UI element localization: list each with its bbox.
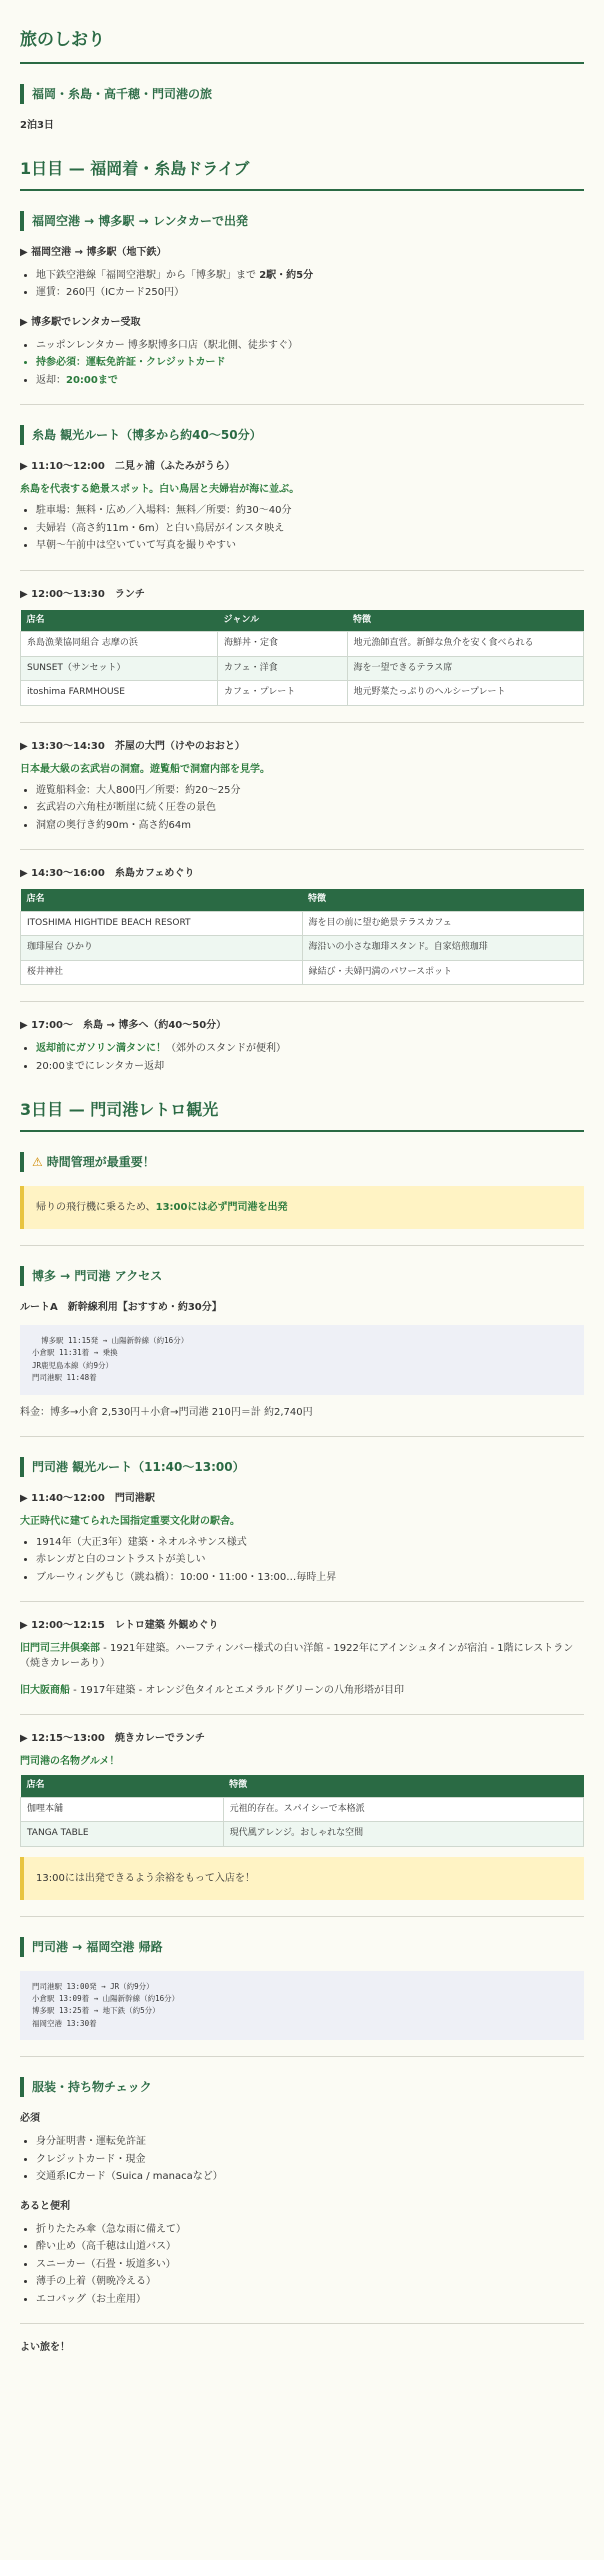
table-row: 伽哩本舗 元祖的存在。スパイシーで本格派: [21, 1797, 584, 1822]
station-subheading: ▶ 11:40〜12:00 門司港駅: [20, 1492, 155, 1504]
divider: [20, 2056, 584, 2057]
list-item: • 地下鉄空港線「福岡空港駅」から「博多駅」まで 2駅・約5分: [36, 268, 584, 284]
table-header: ジャンル: [218, 610, 347, 632]
curry-warning-box: 13:00には出発できるよう余裕をもって入店を！: [20, 1857, 584, 1900]
route-a-timetable: 博多駅 11:15発 → 山陽新幹線（約16分） 小倉駅 11:31着 → 乗換 JR鹿児島本線（約9分） 門司港駅 11:48着: [20, 1325, 584, 1395]
warning-icon: ⚠: [32, 1155, 43, 1169]
table-header: 特徴: [347, 610, 583, 632]
return-list: [20, 1041, 584, 1074]
list-item: • 返却前にガソリン満タンに！（郊外のスタンドが便利）: [36, 1041, 584, 1057]
list-item: • クレジットカード・現金: [36, 2152, 584, 2168]
list-item: • スニーカー（石畳・坂道多い）: [36, 2257, 584, 2273]
list-item: • 身分証明書・運転免許証: [36, 2134, 584, 2150]
moji-access-heading: 博多 → 門司港 アクセス: [20, 1266, 584, 1286]
curry-table: [20, 1775, 584, 1847]
table-row: ITOSHIMA HIGHTIDE BEACH RESORT 海を目の前に望む絶景テラスカフェ: [21, 911, 584, 936]
day1-heading: 1日目 — 福岡着・糸島ドライブ: [20, 157, 584, 191]
divider: [20, 722, 584, 723]
page-title: 旅のしおり: [20, 28, 584, 64]
list-item: • 交通系ICカード（Suica / manacaなど）: [36, 2169, 584, 2185]
station-list: [20, 1535, 584, 1586]
itoshima-route-heading: 糸島 観光ルート（博多から約40〜50分）: [20, 425, 584, 445]
list-item: • 返却：20:00まで: [36, 373, 584, 389]
route-a-subheading: ルートA 新幹線利用【おすすめ・約30分】: [20, 1302, 222, 1313]
table-row: 糸島漁業協同組合 志摩の浜 海鮮丼・定食 地元漁師直営。新鮮な魚介を安く食べられる: [21, 632, 584, 657]
time-warning-box: 帰りの飛行機に乗るため、13:00には必ず門司港を出発: [20, 1186, 584, 1229]
keya-subheading: ▶ 13:30〜14:30 芥屋の大門（けやのおおと）: [20, 740, 245, 752]
list-item: • 赤レンガと白のコントラストが美しい: [36, 1552, 584, 1568]
table-header: 特徴: [302, 889, 584, 911]
table-row: TANGA TABLE 現代風アレンジ。おしゃれな空間: [21, 1822, 584, 1847]
list-item: • 駐車場：無料・広め／入場料：無料／所要：約30〜40分: [36, 503, 584, 519]
futamigaura-list: [20, 503, 584, 554]
table-header: 店名: [21, 889, 303, 911]
divider: [20, 570, 584, 571]
list-item: • ニッポンレンタカー 博多駅博多口店（駅北側、徒歩すぐ）: [36, 338, 584, 354]
time-warning-heading: ⚠ 時間管理が最重要！: [20, 1152, 584, 1172]
list-item: • 早朝〜午前中は空いていて写真を撮りやすい: [36, 538, 584, 554]
divider: [20, 404, 584, 405]
nice-subheading: あると便利: [20, 2200, 70, 2212]
day1-access-heading: 福岡空港 → 博多駅 → レンタカーで出発: [20, 211, 584, 231]
return-timetable: 門司港駅 13:00発 → JR（約9分） 小倉駅 13:09着 → 山陽新幹線（約16分） 博多駅 13:25着 → 地下鉄（約5分） 福岡空港 13:30着: [20, 1971, 584, 2041]
list-item: • 玄武岩の六角柱が断崖に続く圧巻の景色: [36, 800, 584, 816]
trip-subtitle: 福岡・糸島・高千穂・門司港の旅: [20, 84, 584, 104]
keya-lead: 日本最大級の玄武岩の洞窟。遊覧船で洞窟内部を見学。: [20, 763, 270, 775]
table-row: itoshima FARMHOUSE カフェ・プレート 地元野菜たっぷりのヘルシープレート: [21, 681, 584, 706]
divider: [20, 1714, 584, 1715]
airport-subheading: ▶ 福岡空港 → 博多駅（地下鉄）: [20, 246, 167, 258]
list-item: • 酔い止め（高千穂は山道バス）: [36, 2239, 584, 2255]
divider: [20, 1916, 584, 1917]
list-item: • 1914年（大正3年）建築・ネオルネサンス様式: [36, 1535, 584, 1551]
return-subheading: ▶ 17:00〜 糸島 → 博多へ（約40〜50分）: [20, 1020, 227, 1031]
list-item: • 持参必須：運転免許証・クレジットカード: [36, 355, 584, 371]
fare-text: 料金：博多→小倉 2,530円＋小倉→門司港 210円＝計 約2,740円: [20, 1406, 313, 1418]
table-row: SUNSET（サンセット） カフェ・洋食 海を一望できるテラス席: [21, 656, 584, 681]
list-item: • 運賃：260円（ICカード250円）: [36, 285, 584, 301]
futamigaura-subheading: ▶ 11:10〜12:00 二見ヶ浦（ふたみがうら）: [20, 461, 235, 472]
return-route-heading: 門司港 → 福岡空港 帰路: [20, 1937, 584, 1957]
table-row: 珈琲屋台 ひかり 海沿いの小さな珈琲スタンド。自家焙煎珈琲: [21, 936, 584, 961]
moji-route-heading: 門司港 観光ルート（11:40〜13:00）: [20, 1457, 584, 1477]
rental-subheading: ▶ 博多駅でレンタカー受取: [20, 316, 141, 328]
trip-duration: 2泊3日: [20, 119, 54, 131]
divider: [20, 1245, 584, 1246]
list-item: • 夫婦岩（高さ約11m・6m）と白い鳥居がインスタ映え: [36, 521, 584, 537]
retro-subheading: ▶ 12:00〜12:15 レトロ建築 外観めぐり: [20, 1620, 219, 1631]
divider: [20, 1601, 584, 1602]
closing-text: よい旅を！: [20, 2342, 70, 2353]
divider: [20, 849, 584, 850]
curry-subheading: ▶ 12:15〜13:00 焼きカレーでランチ: [20, 1733, 205, 1744]
table-header: 特徴: [223, 1775, 583, 1797]
list-item: • 薄手の上着（朝晩冷える）: [36, 2274, 584, 2290]
station-lead: 大正時代に建てられた国指定重要文化財の駅舎。: [20, 1515, 240, 1527]
futamigaura-lead: 糸島を代表する絶景スポット。白い鳥居と夫婦岩が海に並ぶ。: [20, 484, 300, 495]
packing-heading: 服装・持ち物チェック: [20, 2077, 584, 2097]
lunch-table: [20, 610, 584, 706]
cafe-table: [20, 889, 584, 985]
retro-osaka: 旧大阪商船 - 1917年建築 - オレンジ色タイルとエメラルドグリーンの八角形塔が目印: [20, 1685, 404, 1696]
keya-list: [20, 783, 584, 834]
airport-list: [20, 268, 584, 301]
table-header: 店名: [21, 610, 218, 632]
list-item: • 遊覧船料金：大人800円／所要：約20〜25分: [36, 783, 584, 799]
table-row: 桜井神社 縁結び・夫婦円満のパワースポット: [21, 960, 584, 985]
table-header: 店名: [21, 1775, 224, 1797]
list-item: • 折りたたみ傘（急な雨に備えて）: [36, 2222, 584, 2238]
cafe-subheading: ▶ 14:30〜16:00 糸島カフェめぐり: [20, 868, 195, 879]
lunch-subheading: ▶ 12:00〜13:30 ランチ: [20, 588, 145, 600]
divider: [20, 1001, 584, 1002]
nice-list: [20, 2222, 584, 2308]
divider: [20, 2323, 584, 2324]
list-item: • 洞窟の奥行き約90m・高さ約64m: [36, 818, 584, 834]
must-list: [20, 2134, 584, 2185]
rental-list: [20, 338, 584, 389]
curry-lead: 門司港の名物グルメ！: [20, 1756, 120, 1767]
day3-heading: 3日目 — 門司港レトロ観光: [20, 1098, 584, 1132]
divider: [20, 1436, 584, 1437]
must-subheading: 必須: [20, 2113, 40, 2124]
list-item: • ブルーウィングもじ（跳ね橋）：10:00・11:00・13:00…毎時上昇: [36, 1570, 584, 1586]
list-item: • 20:00までにレンタカー返却: [36, 1059, 584, 1075]
list-item: • エコバッグ（お土産用）: [36, 2292, 584, 2308]
retro-mitsui: 旧門司三井倶楽部 - 1921年建築。ハーフティンバー様式の白い洋館 - 1922年にアインシュタインが宿泊 - 1階にレストラン（焼きカレーあり）: [20, 1643, 574, 1669]
